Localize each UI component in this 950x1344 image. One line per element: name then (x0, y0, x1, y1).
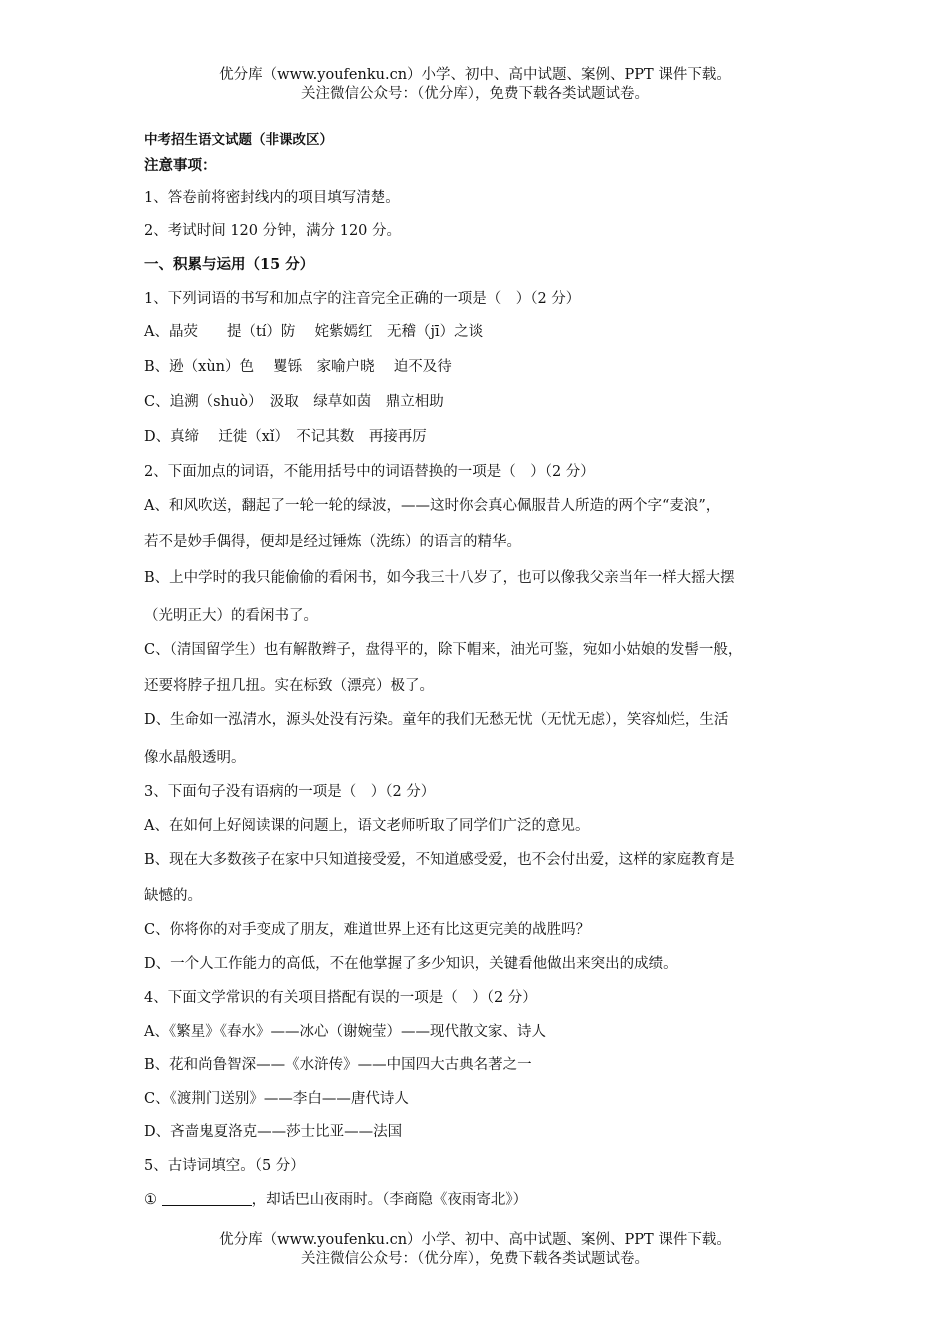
page-footer (0, 1231, 950, 1269)
q5-item-1-number: ① (144, 1192, 157, 1208)
q4-option-b: B、花和尚鲁智深——《水浒传》——中国四大古典名著之一 (144, 1057, 532, 1073)
q4-option-c: C、《渡荆门送别》——李白——唐代诗人 (144, 1091, 409, 1107)
section-heading-1: 一、积累与运用（15 分） (144, 256, 315, 273)
q5-item-1-text: ，却话巴山夜雨时。（李商隐《夜雨寄北》） (251, 1192, 528, 1208)
footer-line-2: 关注微信公众号：（优分库），免费下载各类试题试卷。 (301, 1251, 649, 1267)
footer-line-1: 优分库（www.youfenku.cn）小学、初中、高中试题、案例、PPT 课件下载。 (219, 1232, 731, 1248)
q2-option-b-line1: B、上中学时的我只能偷偷的看闲书，如今我三十八岁了，也可以像我父亲当年一样大摇大摆 (144, 570, 735, 586)
q4-option-d: D、吝啬鬼夏洛克——莎士比亚——法国 (144, 1124, 403, 1140)
q2-option-c-line1: C、（清国留学生）也有解散辫子，盘得平的，除下帽来，油光可鉴，宛如小姑娘的发髻一般， (144, 642, 743, 658)
notice-item-1: 1、答卷前将密封线内的项目填写清楚。 (144, 190, 400, 206)
q5-item-1 (144, 1188, 527, 1209)
header-line-2: 关注微信公众号：（优分库），免费下载各类试题试卷。 (301, 86, 649, 102)
q1-option-a: A、晶荧 提（tí）防 姹紫嫣红 无稽（jī）之谈 (144, 324, 484, 340)
q3-stem: 3、下面句子没有语病的一项是（ ）（2 分） (144, 784, 436, 800)
q3-option-d: D、一个人工作能力的高低，不在他掌握了多少知识，关键看他做出来突出的成绩。 (144, 956, 678, 972)
q2-option-d-line1: D、生命如一泓清水，源头处没有污染。童年的我们无愁无忧（无忧无虑），笑容灿烂，生活 (144, 712, 729, 728)
q2-option-a-line2: 若不是妙手偶得，便却是经过锤炼（洗练）的语言的精华。 (144, 534, 521, 550)
q5-stem: 5、古诗词填空。（5 分） (144, 1158, 305, 1174)
q2-option-c-line2: 还要将脖子扭几扭。实在标致（漂亮）极了。 (144, 678, 434, 694)
q2-stem: 2、下面加点的词语，不能用括号中的词语替换的一项是（ ）（2 分） (144, 464, 595, 480)
header-line-1: 优分库（www.youfenku.cn）小学、初中、高中试题、案例、PPT 课件下载。 (219, 67, 731, 83)
q4-option-a: A、《繁星》《春水》——冰心（谢婉莹）——现代散文家、诗人 (144, 1024, 546, 1040)
notice-heading: 注意事项： (144, 157, 217, 174)
q2-option-b-line2: （光明正大）的看闲书了。 (144, 608, 318, 624)
page-header (0, 66, 950, 104)
exam-title: 中考招生语文试题（非课改区） (144, 132, 333, 148)
q3-option-b-line1: B、现在大多数孩子在家中只知道接受爱，不知道感受爱，也不会付出爱，这样的家庭教育是 (144, 852, 735, 868)
q1-stem: 1、下列词语的书写和加点字的注音完全正确的一项是（ ）（2 分） (144, 291, 581, 307)
q1-option-d: D、真缔 迁徙（xǐ） 不记其数 再接再厉 (144, 429, 427, 445)
q3-option-c: C、你将你的对手变成了朋友，难道世界上还有比这更完美的战胜吗？ (144, 922, 591, 938)
q4-stem: 4、下面文学常识的有关项目搭配有误的一项是（ ）（2 分） (144, 990, 537, 1006)
q2-option-a-line1: A、和风吹送，翻起了一轮一轮的绿波，——这时你会真心佩服昔人所造的两个字“麦浪”， (144, 498, 721, 514)
q1-option-b: B、逊（xùn）色 矍铄 家喻户晓 迫不及待 (144, 359, 452, 375)
q3-option-a: A、在如何上好阅读课的问题上，语文老师听取了同学们广泛的意见。 (144, 818, 590, 834)
q1-option-c: C、追溯（shuò） 汲取 绿草如茵 鼎立相助 (144, 394, 444, 410)
q2-option-d-line2: 像水晶般透明。 (144, 750, 246, 766)
notice-item-2: 2、考试时间 120 分钟，满分 120 分。 (144, 223, 402, 239)
q3-option-b-line2: 缺憾的。 (144, 888, 202, 904)
fill-in-blank[interactable] (162, 1191, 252, 1206)
